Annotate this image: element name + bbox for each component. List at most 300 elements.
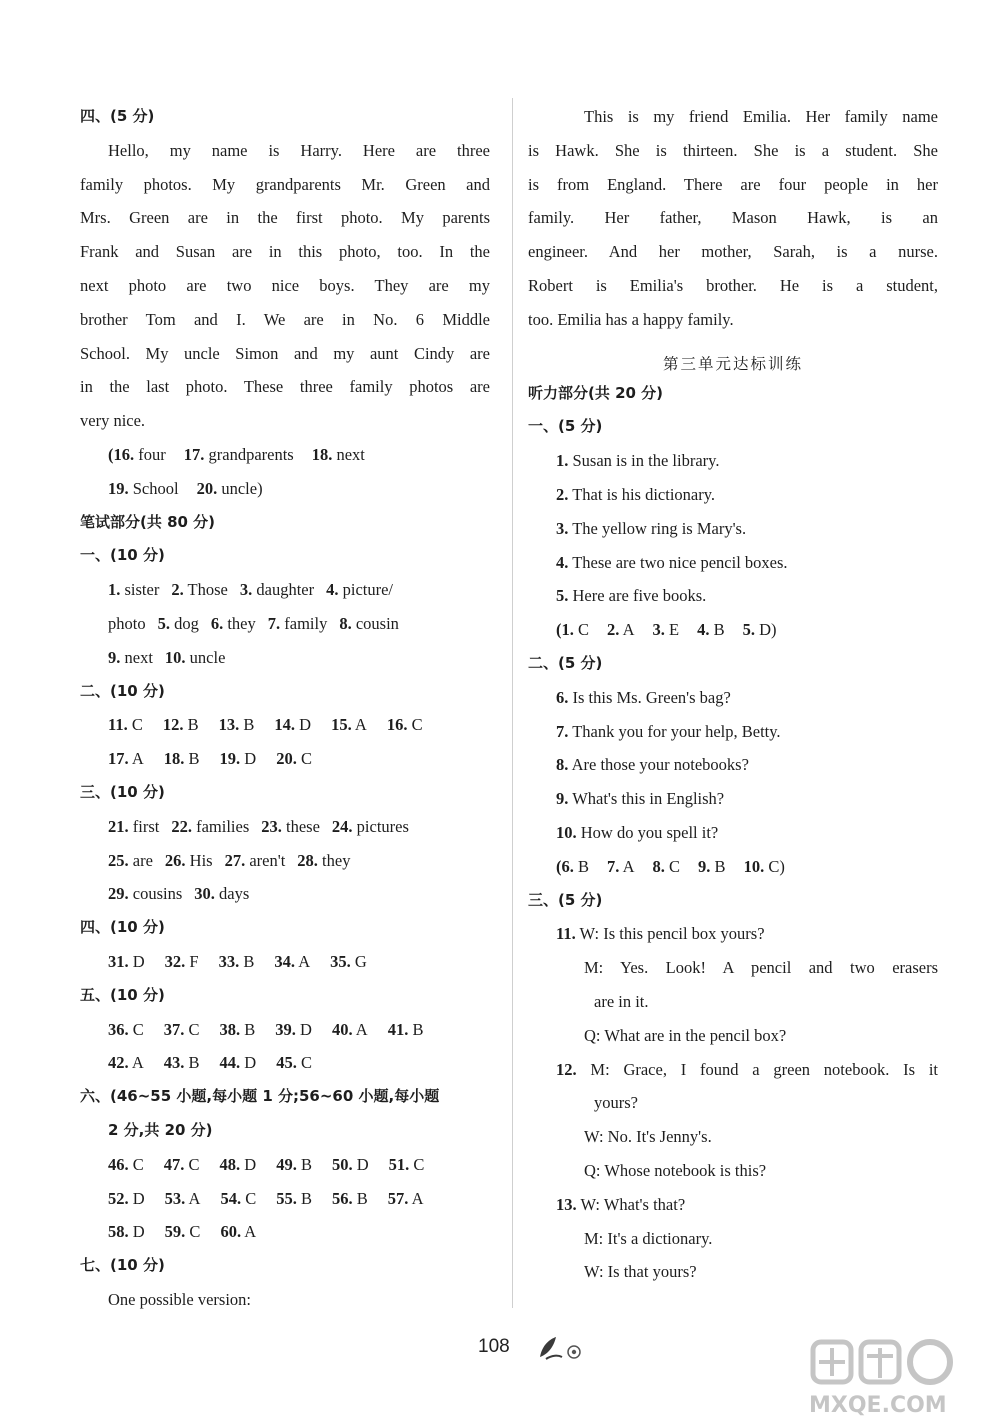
answer-value: next	[332, 444, 365, 464]
item-text: How do you spell it?	[576, 822, 719, 842]
section-heading: 三、(10 分)	[80, 782, 165, 801]
answer-value: dog	[169, 613, 199, 633]
answer-row	[80, 573, 490, 607]
answer-number: 16.	[386, 715, 408, 735]
passage-line: is Hawk. She is thirteen. She is a student. She	[528, 140, 938, 160]
section-heading: 五、(10 分)	[80, 985, 165, 1004]
answer-value: C)	[764, 856, 785, 876]
answer-item	[332, 1189, 368, 1208]
answer-item	[312, 445, 365, 464]
answer-value: uncle)	[217, 478, 263, 498]
item-number: 7.	[556, 721, 569, 741]
answer-number: 38.	[219, 1019, 241, 1039]
dialogue-line	[528, 985, 938, 1019]
answer-row	[80, 472, 490, 506]
answer-value: A	[185, 1188, 201, 1208]
answer-value: days	[214, 884, 250, 904]
answer-item	[165, 648, 225, 667]
answer-value: they	[223, 613, 256, 633]
answer-row	[80, 945, 490, 979]
answer-value: B	[184, 749, 200, 769]
answer-row	[80, 877, 490, 911]
dialogue-text: M: It's a dictionary.	[584, 1228, 713, 1248]
item-text: Susan is in the library.	[568, 451, 720, 471]
listening-sentence	[528, 816, 938, 850]
answer-row	[80, 810, 490, 844]
answer-value: School	[128, 478, 179, 498]
answer-number: 9.	[698, 856, 711, 876]
answer-value: D	[128, 1222, 145, 1242]
passage-harry	[80, 134, 490, 438]
item-number: 4.	[556, 552, 569, 572]
answer-block-31-35	[80, 945, 490, 979]
answer-value: C	[127, 715, 143, 735]
watermark-logo	[805, 1338, 990, 1418]
answer-value: C	[296, 1053, 312, 1073]
answer-item	[108, 1053, 144, 1072]
answer-number: 10.	[743, 856, 765, 876]
answer-value: C	[407, 715, 423, 735]
answer-value: D	[352, 1154, 369, 1174]
answer-number: 17.	[183, 444, 205, 464]
answer-item	[108, 749, 144, 768]
answer-item	[276, 749, 312, 768]
answer-item	[339, 614, 399, 633]
answer-item	[220, 1020, 256, 1039]
item-number: 10.	[556, 822, 577, 842]
written-part-heading: 笔试部分(共 80 分)	[80, 512, 216, 531]
answer-value: cousins	[128, 884, 183, 904]
answer-row	[80, 844, 490, 878]
answer-number: 1.	[108, 580, 121, 600]
dialogue-text: W: Is this pencil box yours?	[575, 924, 765, 944]
listening-part-heading: 听力部分(共 20 分)	[528, 383, 664, 402]
passage-line: in the last photo. These three family photos are	[80, 377, 490, 397]
answer-row	[80, 438, 490, 472]
answer-value: D	[240, 749, 257, 769]
answer-number: 45.	[276, 1053, 297, 1073]
answer-value: D	[240, 1154, 257, 1174]
dialogue-number: 12.	[556, 1059, 577, 1079]
answer-number: 26.	[164, 850, 186, 870]
dialogue-text: W: What's that?	[576, 1194, 686, 1214]
answer-value: families	[191, 816, 250, 836]
answer-value: A	[128, 749, 144, 769]
answer-item	[171, 817, 249, 836]
answer-value: B	[573, 856, 590, 876]
answer-item	[171, 580, 228, 599]
answer-item	[220, 1222, 256, 1241]
answer-value: G	[350, 951, 367, 971]
answer-number: 35.	[330, 951, 351, 971]
answer-item	[556, 620, 589, 639]
answer-item	[108, 445, 166, 464]
section-heading: 一、(10 分)	[80, 546, 165, 565]
answer-item	[163, 715, 199, 734]
item-text: That is his dictionary.	[568, 484, 716, 504]
answer-number: 2.	[607, 620, 620, 640]
answer-value: A	[352, 1019, 368, 1039]
answer-row	[80, 1182, 490, 1216]
answer-item	[332, 1155, 369, 1174]
dialogue-line	[528, 1120, 938, 1154]
answer-value: C	[241, 1188, 257, 1208]
answer-number: 4.	[326, 580, 339, 600]
dialogue-line	[528, 951, 938, 985]
listening-sentence	[528, 478, 938, 512]
item-text: What's this in English?	[568, 789, 725, 809]
answer-number: 59.	[164, 1222, 186, 1242]
answer-item	[165, 1189, 201, 1208]
answer-item	[274, 952, 310, 971]
answer-block-16-20	[80, 438, 490, 506]
answer-number: 3.	[652, 620, 665, 640]
passage-line: family photos. My grandparents Mr. Green and	[80, 174, 490, 194]
answer-value: C	[664, 856, 681, 876]
answer-number: (16.	[108, 444, 135, 464]
answer-number: 25.	[108, 850, 129, 870]
answer-block-46-60	[80, 1148, 490, 1249]
section-heading: 三、(5 分)	[528, 890, 603, 909]
dialogue-number: 11.	[556, 924, 576, 944]
passage-line: This is my friend Emilia. Her family name	[584, 107, 938, 126]
answer-item	[607, 857, 635, 876]
item-text: Thank you for your help, Betty.	[568, 721, 781, 741]
answer-row	[80, 1013, 490, 1047]
answer-value: A	[351, 715, 367, 735]
answer-item	[268, 614, 328, 633]
item-text: The yellow ring is Mary's.	[568, 518, 747, 538]
leaf-logo-icon	[536, 1335, 584, 1368]
answer-value: A	[619, 620, 635, 640]
passage-line: Mrs. Green are in the first photo. My parents	[80, 208, 490, 228]
answer-value: B	[239, 715, 255, 735]
answer-value: B	[296, 1188, 312, 1208]
section-heading: 一、(5 分)	[528, 417, 603, 436]
listening-dialogues	[528, 917, 938, 1289]
answer-item	[331, 715, 367, 734]
answer-value: B	[240, 1019, 256, 1039]
section-heading: 四、(5 分)	[80, 107, 155, 125]
answer-number: 18.	[311, 444, 333, 464]
answer-value: C	[573, 620, 590, 640]
answer-value: C	[128, 1019, 144, 1039]
answer-value: B	[296, 1154, 312, 1174]
answer-number: 2.	[171, 580, 184, 600]
answer-value: A	[241, 1222, 257, 1242]
answer-item	[108, 614, 146, 633]
answer-value: D	[295, 715, 312, 735]
answer-value: F	[185, 951, 199, 971]
dialogue-line	[528, 1086, 938, 1120]
section-heading: 六、(46~55 小题,每小题 1 分;56~60 小题,每小题	[80, 1087, 440, 1106]
passage-line: School. My uncle Simon and my aunt Cindy are	[80, 343, 490, 363]
answer-number: 42.	[108, 1053, 129, 1073]
answer-value: uncle	[185, 647, 226, 667]
answer-row	[80, 607, 490, 641]
answer-number: 18.	[163, 749, 185, 769]
answer-item	[220, 1155, 257, 1174]
answer-block-l6-10	[528, 850, 938, 884]
answer-number: 55.	[276, 1188, 297, 1208]
answer-value: B	[408, 1019, 424, 1039]
answer-item	[108, 1155, 144, 1174]
dialogue-line	[528, 917, 938, 951]
answer-number: 37.	[163, 1019, 185, 1039]
answer-item	[108, 1020, 144, 1039]
answer-row	[80, 1046, 490, 1080]
answer-item	[164, 749, 200, 768]
answer-value: D	[128, 951, 145, 971]
answer-item	[653, 620, 680, 639]
answer-number: 36.	[108, 1019, 129, 1039]
answer-value: C	[296, 749, 312, 769]
item-number: 5.	[556, 586, 569, 606]
answer-number: 40.	[331, 1019, 353, 1039]
answer-number: 43.	[163, 1053, 185, 1073]
answer-value: Those	[183, 580, 228, 600]
answer-number: 57.	[387, 1188, 409, 1208]
answer-value: they	[317, 850, 351, 870]
answer-number: 51.	[388, 1154, 410, 1174]
listening-sentences-6-10	[528, 681, 938, 850]
answer-item	[108, 1189, 145, 1208]
answer-item	[556, 857, 589, 876]
answer-item	[108, 715, 143, 734]
passage-line: brother Tom and I. We are in No. 6 Middle	[80, 309, 490, 329]
answer-number: 5.	[742, 620, 756, 640]
dialogue-text: Q: Whose notebook is this?	[584, 1160, 767, 1180]
listening-sentence	[528, 715, 938, 749]
answer-number: 12.	[162, 715, 184, 735]
answer-value: B	[352, 1188, 368, 1208]
answer-row	[80, 708, 490, 742]
section-heading-cont: 2 分,共 20 分)	[108, 1120, 213, 1139]
answer-number: 49.	[276, 1154, 297, 1174]
answer-value: D)	[755, 620, 777, 640]
answer-item	[326, 580, 393, 599]
answer-number: 47.	[163, 1154, 185, 1174]
answer-value: B	[239, 951, 255, 971]
answer-item	[165, 851, 213, 870]
answer-number: (6.	[556, 856, 574, 876]
answer-item	[108, 1222, 145, 1241]
answer-row	[80, 1148, 490, 1182]
answer-value: photo	[108, 613, 146, 633]
answer-item	[276, 1155, 312, 1174]
item-number: 6.	[556, 687, 569, 707]
answer-value: family	[280, 613, 328, 633]
answer-value: D	[240, 1053, 257, 1073]
answer-item	[261, 817, 320, 836]
dialogue-line	[528, 1053, 938, 1087]
answer-number: 23.	[261, 816, 282, 836]
answer-value: E	[664, 620, 680, 640]
dialogue-text: yours?	[594, 1093, 638, 1113]
answer-item	[108, 648, 153, 667]
answer-row	[80, 1215, 490, 1249]
answer-number: 24.	[331, 816, 353, 836]
answer-number: 6.	[210, 613, 224, 633]
answer-number: 60.	[220, 1222, 242, 1242]
answer-number: 17.	[108, 749, 129, 769]
answer-value: these	[281, 816, 320, 836]
answer-item	[219, 715, 255, 734]
answer-value: D	[128, 1188, 145, 1208]
answer-item	[744, 857, 785, 876]
answer-value: are	[128, 850, 153, 870]
dialogue-line	[528, 1222, 938, 1256]
passage-line: very nice.	[80, 411, 146, 431]
answer-item	[165, 1222, 201, 1241]
answer-item	[330, 952, 367, 971]
item-text: Is this Ms. Green's bag?	[568, 687, 731, 707]
dialogue-number: 13.	[556, 1194, 577, 1214]
answer-number: 11.	[108, 715, 128, 735]
answer-block-36-45	[80, 1013, 490, 1081]
answer-item	[607, 620, 635, 639]
answer-item	[332, 1020, 368, 1039]
answer-number: 19.	[219, 749, 241, 769]
answer-value: B	[709, 620, 725, 640]
answer-value: picture/	[338, 580, 394, 600]
passage-line: too. Emilia has a happy family.	[528, 309, 734, 329]
column-divider	[512, 98, 513, 1308]
possible-version-label: One possible version:	[108, 1289, 251, 1309]
answer-value: grandparents	[204, 444, 294, 464]
answer-block-l1-5	[528, 613, 938, 647]
section-heading: 七、(10 分)	[80, 1256, 165, 1275]
answer-value: sister	[120, 580, 160, 600]
answer-number: (1.	[556, 620, 574, 640]
answer-number: 20.	[276, 749, 297, 769]
answer-number: 31.	[108, 951, 129, 971]
answer-item	[276, 1189, 312, 1208]
answer-value: A	[128, 1053, 144, 1073]
item-number: 2.	[556, 484, 569, 504]
answer-block-11-20	[80, 708, 490, 776]
answer-block-1-10	[80, 573, 490, 674]
answer-number: 19.	[108, 478, 129, 498]
answer-item	[387, 715, 423, 734]
answer-item	[108, 817, 159, 836]
svg-text:MXQE.COM: MXQE.COM	[809, 1393, 947, 1418]
answer-value: B	[710, 856, 726, 876]
dialogue-line	[528, 1255, 938, 1289]
answer-item	[276, 1053, 312, 1072]
answer-value: four	[134, 444, 166, 464]
dialogue-line	[528, 1188, 938, 1222]
answer-number: 9.	[108, 647, 121, 667]
answer-item	[297, 851, 350, 870]
answer-value: aren't	[245, 850, 286, 870]
answer-item	[697, 620, 725, 639]
answer-number: 3.	[239, 580, 253, 600]
section-heading: 二、(5 分)	[528, 653, 603, 672]
answer-item	[698, 857, 726, 876]
answer-item	[158, 614, 199, 633]
answer-number: 4.	[697, 620, 710, 640]
answer-item	[225, 851, 286, 870]
answer-number: 44.	[219, 1053, 241, 1073]
item-number: 8.	[556, 755, 569, 775]
answer-row	[80, 742, 490, 776]
answer-item	[211, 614, 256, 633]
answer-number: 5.	[157, 613, 170, 633]
answer-number: 7.	[267, 613, 281, 633]
answer-value: A	[408, 1188, 424, 1208]
answer-value: A	[619, 856, 635, 876]
item-number: 1.	[556, 451, 569, 471]
answer-number: 10.	[164, 647, 186, 667]
answer-block-21-30	[80, 810, 490, 911]
answer-item	[108, 580, 159, 599]
answer-item	[389, 1155, 425, 1174]
answer-number: 7.	[607, 856, 620, 876]
answer-item	[275, 1020, 312, 1039]
answer-value: B	[183, 715, 199, 735]
answer-number: 50.	[331, 1154, 353, 1174]
item-text: Here are five books.	[568, 586, 707, 606]
item-text: These are two nice pencil boxes.	[568, 552, 788, 572]
listening-sentence	[528, 681, 938, 715]
right-column	[528, 100, 938, 1289]
dialogue-text: W: No. It's Jenny's.	[584, 1127, 712, 1147]
answer-item	[108, 479, 179, 498]
answer-number: 27.	[224, 850, 246, 870]
passage-emilia	[528, 100, 938, 337]
answer-number: 46.	[108, 1154, 129, 1174]
answer-item	[332, 817, 409, 836]
answer-row	[528, 613, 938, 647]
answer-number: 14.	[274, 715, 296, 735]
answer-item	[197, 479, 263, 498]
left-column	[80, 100, 490, 1317]
answer-number: 21.	[108, 816, 129, 836]
dialogue-text: M: Yes. Look! A pencil and two erasers	[584, 958, 938, 978]
passage-line: Robert is Emilia's brother. He is a student,	[528, 275, 938, 295]
section-heading: 四、(10 分)	[80, 918, 165, 937]
answer-row	[528, 850, 938, 884]
passage-line: next photo are two nice boys. They are my	[80, 275, 490, 295]
passage-line: engineer. And her mother, Sarah, is a nurse.	[528, 242, 938, 262]
listening-sentences-1-5	[528, 444, 938, 613]
listening-sentence	[528, 546, 938, 580]
answer-number: 20.	[196, 478, 218, 498]
dialogue-text: W: Is that yours?	[584, 1262, 697, 1282]
passage-line: family. Her father, Mason Hawk, is an	[528, 208, 938, 228]
answer-value: D	[295, 1019, 312, 1039]
answer-number: 54.	[220, 1188, 242, 1208]
answer-number: 8.	[652, 856, 665, 876]
answer-item	[220, 749, 257, 768]
answer-number: 58.	[108, 1222, 129, 1242]
answer-item	[108, 952, 145, 971]
answer-item	[164, 1053, 200, 1072]
listening-sentence	[528, 782, 938, 816]
answer-item	[240, 580, 314, 599]
answer-item	[743, 620, 777, 639]
answer-item	[220, 1189, 256, 1208]
answer-item	[108, 851, 153, 870]
answer-value: A	[295, 951, 311, 971]
answer-number: 33.	[218, 951, 240, 971]
answer-value: daughter	[252, 580, 315, 600]
answer-item	[274, 715, 311, 734]
answer-number: 41.	[387, 1019, 409, 1039]
listening-sentence	[528, 444, 938, 478]
answer-value: His	[185, 850, 213, 870]
